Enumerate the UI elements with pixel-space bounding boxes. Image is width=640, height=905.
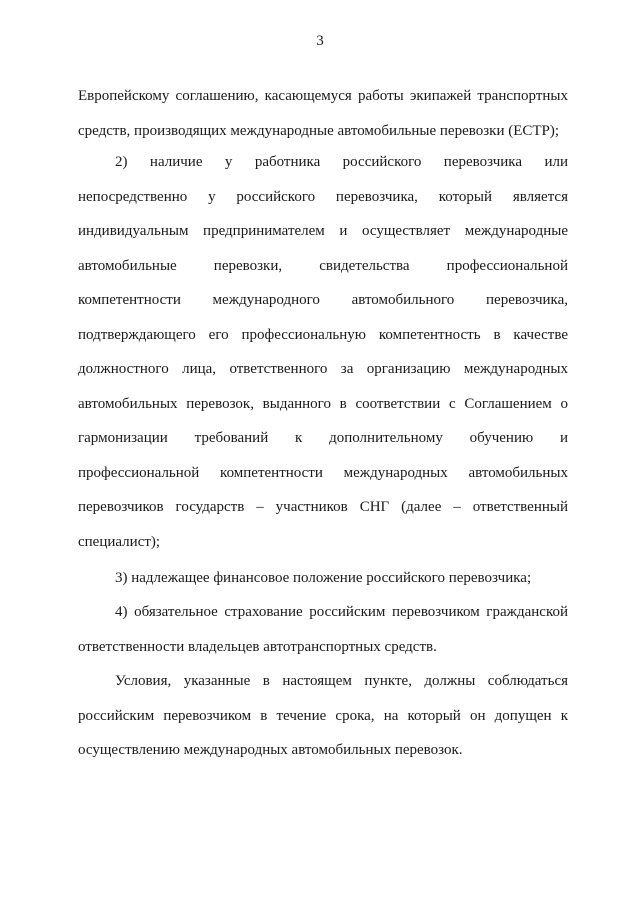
text-line: средств, производящих международные автомобильные перевозки (ЕСТР); [78, 122, 560, 139]
text-line: 2) наличие у работника российского перевозчика или [115, 154, 568, 170]
text-line: гармонизации требований к дополнительному обучению и [78, 430, 568, 446]
text-line: Европейскому соглашению, касающемуся работы экипажей транспортных [78, 88, 568, 104]
text-line: профессиональной компетентности международных автомобильных [78, 464, 568, 481]
text-line: Условия, указанные в настоящем пункте, должны соблюдаться [115, 673, 568, 689]
text-line: 4) обязательное страхование российским перевозчиком гражданской [115, 604, 568, 620]
paragraph-ects-continuation [78, 79, 568, 148]
text-line: 3) надлежащее финансовое положение российского перевозчика; [115, 570, 532, 586]
text-line: индивидуальным предпринимателем и осуществляет международные [78, 223, 568, 239]
paragraph-item-2-certificate [78, 145, 568, 559]
paragraph-conditions [78, 664, 568, 768]
text-line: осуществлению международных автомобильных перевозок. [78, 742, 463, 758]
text-line: подтверждающего его профессиональную компетентность в качестве [78, 326, 568, 343]
paragraph-item-4-insurance [78, 595, 568, 664]
page-number: 3 [316, 33, 324, 49]
paragraph-item-3-financial [78, 561, 568, 596]
text-line: специалист); [78, 533, 161, 550]
text-line: непосредственно у российского перевозчика, который является [78, 188, 568, 205]
text-line: автомобильные перевозки, свидетельства профессиональной [78, 257, 568, 274]
text-line: ответственности владельцев автотранспортных средств. [78, 638, 437, 655]
text-line: автомобильных перевозок, выданного в соответствии с Соглашением о [78, 395, 568, 412]
text-line: компетентности международного автомобильного перевозчика, [78, 292, 568, 308]
text-line: российским перевозчиком в течение срока, на который он допущен к [78, 707, 568, 724]
text-line: перевозчиков государств – участников СНГ (далее – ответственный [78, 499, 568, 515]
text-line: должностного лица, ответственного за организацию международных [78, 361, 568, 377]
